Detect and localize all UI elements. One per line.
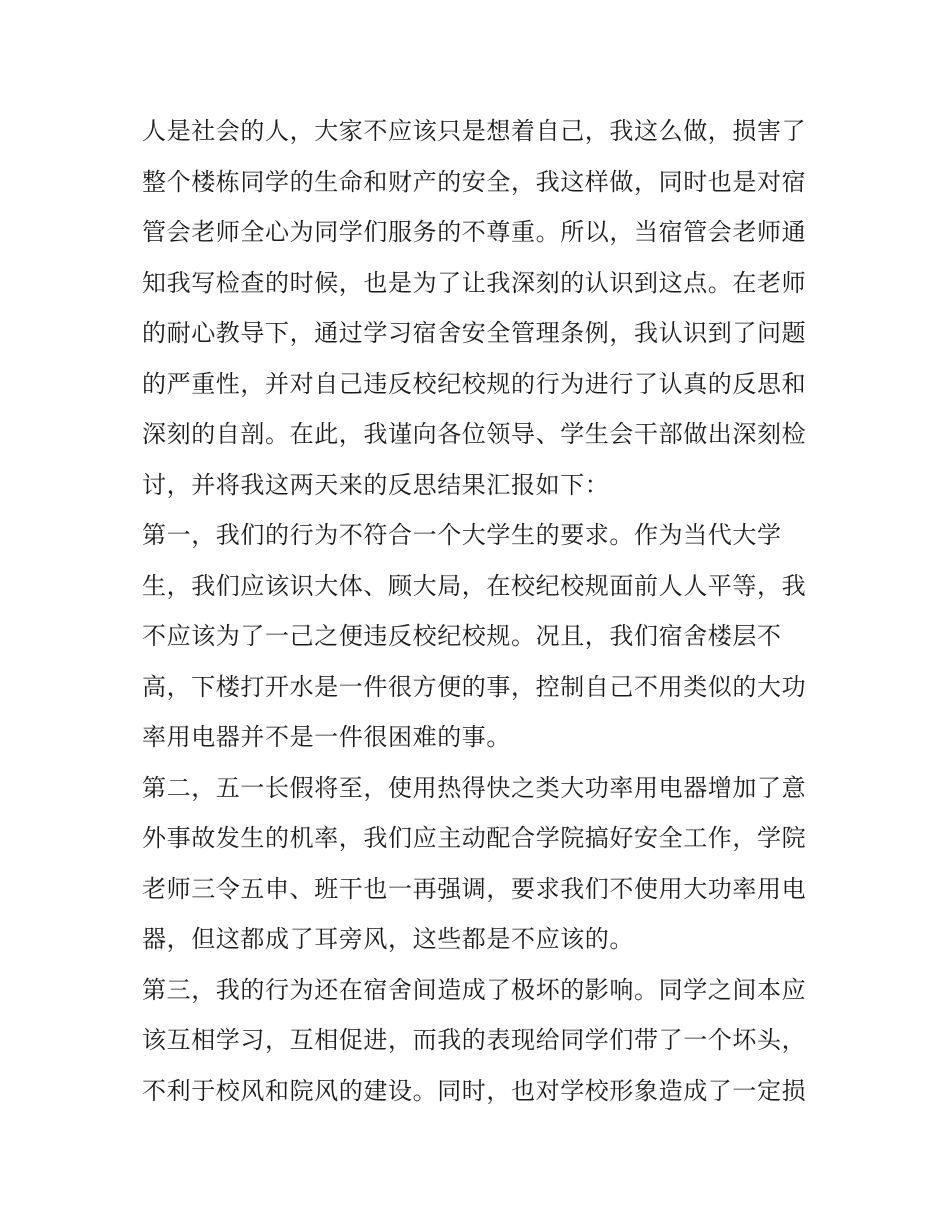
text-line: 管会老师全心为同学们服务的不尊重。所以，当宿管会老师通	[142, 218, 807, 246]
text-line: 该互相学习，互相促进，而我的表现给同学们带了一个坏头，	[142, 1026, 807, 1054]
text-line: 第三，我的行为还在宿舍间造成了极坏的影响。同学之间本应	[142, 975, 807, 1004]
text-line: 知我写检查的时候，也是为了让我深刻的认识到这点。在老师	[142, 268, 807, 297]
text-line: 不利于校风和院风的建设。同时，也对学校形象造成了一定损	[142, 1076, 807, 1105]
text-line: 第二，五一长假将至，使用热得快之类大功率用电器增加了意	[142, 773, 807, 802]
text-line: 人是社会的人，大家不应该只是想着自己，我这么做，损害了	[142, 117, 807, 145]
text-line: 的严重性，并对自己违反校纪校规的行为进行了认真的反思和	[142, 369, 807, 398]
document-body	[142, 106, 822, 1116]
text-line: 不应该为了一己之便违反校纪校规。况且，我们宿舍楼层不	[142, 622, 782, 650]
text-line: 的耐心教导下，通过学习宿舍安全管理条例，我认识到了问题	[142, 319, 807, 347]
text-line: 高，下楼打开水是一件很方便的事，控制自己不用类似的大功	[142, 672, 807, 701]
text-line: 整个楼栋同学的生命和财产的安全，我这样做，同时也是对宿	[142, 167, 807, 196]
text-line: 深刻的自剖。在此，我谨向各位领导、学生会干部做出深刻检	[142, 420, 807, 448]
text-line: 外事故发生的机率，我们应主动配合学院搞好安全工作，学院	[142, 824, 807, 852]
text-line: 讨，并将我这两天来的反思结果汇报如下：	[142, 470, 610, 499]
text-line: 率用电器并不是一件很困难的事。	[142, 723, 511, 751]
text-line: 生，我们应该识大体、顾大局，在校纪校规面前人人平等，我	[142, 571, 807, 600]
text-line: 第一，我们的行为不符合一个大学生的要求。作为当代大学	[142, 521, 782, 549]
text-line: 器，但这都成了耳旁风，这些都是不应该的。	[142, 925, 634, 953]
text-line: 老师三令五申、班干也一再强调，要求我们不使用大功率用电	[142, 874, 807, 903]
